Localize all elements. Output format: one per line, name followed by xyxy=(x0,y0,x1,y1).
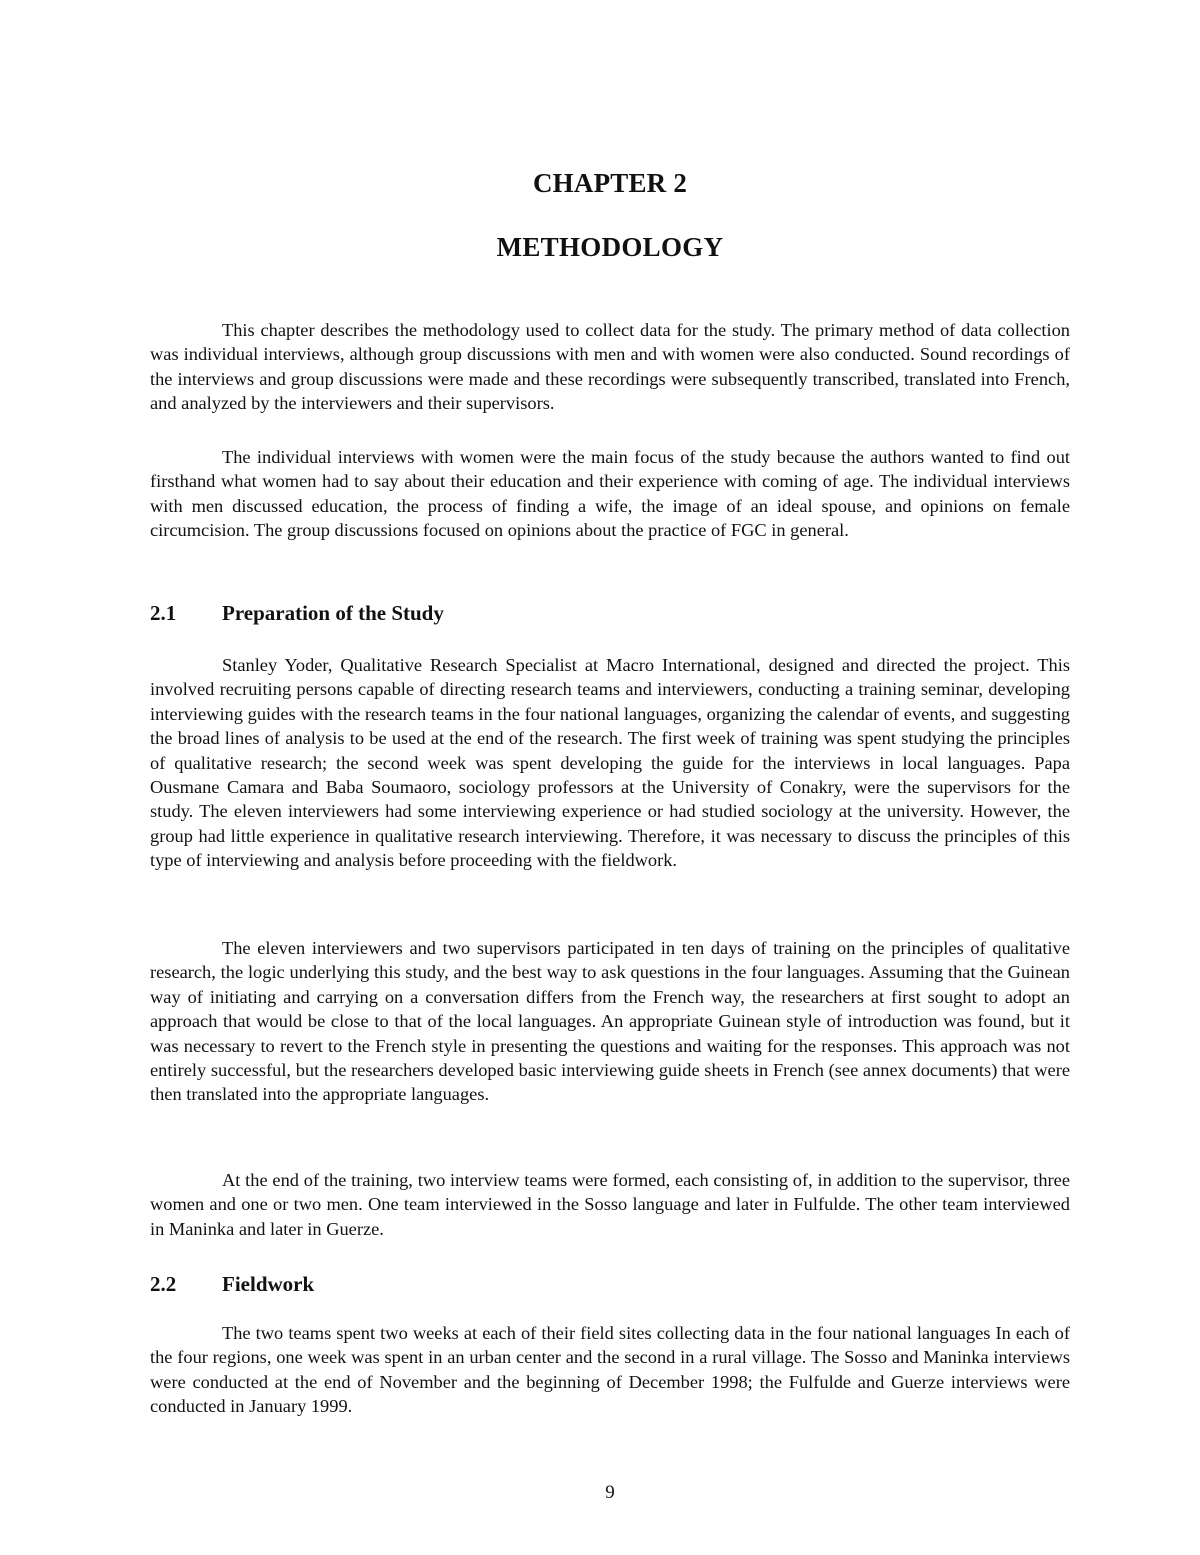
intro-paragraph-2: The individual interviews with women were the main focus of the study because the authors wanted to find out firsthand what women had to say about their education and their experience with coming of age. The individual interviews with men discussed education, the process of finding a wife, the image of an ideal spouse, and opinions on female circumcision. The group discussions focused on opinions about the practice of FGC in general. xyxy=(150,447,1070,541)
section-2-1-paragraph-2: The eleven interviewers and two supervisors participated in ten days of training on the principles of qualitative research, the logic underlying this study, and the best way to ask questions in the four languages. Assuming that the Guinean way of initiating and carrying on a conversation differs from the French way, the researchers at first sought to adopt an approach that would be close to that of the local languages. An appropriate Guinean style of introduction was found, but it was necessary to revert to the French style in presenting the questions and waiting for the responses. This approach was not entirely successful, but the researchers developed basic interviewing guide sheets in French (see annex documents) that were then translated into the appropriate languages. xyxy=(150,938,1070,1105)
section-number: 2.1 xyxy=(150,601,177,625)
document-page xyxy=(150,0,1070,1555)
section-heading-2-2 xyxy=(150,1271,1070,1297)
section-2-1-paragraph-3: At the end of the training, two interview teams were formed, each consisting of, in addition to the supervisor, three women and one or two men. One team interviewed in the Sosso language and later in Fulfulde. The other team interviewed in Maninka and later in Guerze. xyxy=(150,1170,1070,1239)
page-number: 9 xyxy=(605,1482,615,1503)
intro-paragraph-1: This chapter describes the methodology used to collect data for the study. The primary method of data collection was individual interviews, although group discussions with men and with women were also conducted. Sound recordings of the interviews and group discussions were made and these recordings were subsequently transcribed, translated into French, and analyzed by the interviewers and their supervisors. xyxy=(150,320,1070,414)
section-2-1-paragraph-1: Stanley Yoder, Qualitative Research Specialist at Macro International, designed and directed the project. This involved recruiting persons capable of directing research teams and interviewers, conducting a training seminar, developing interviewing guides with the research teams in the four national languages, organizing the calendar of events, and suggesting the broad lines of analysis to be used at the end of the research. The first week of training was spent studying the principles of qualitative research; the second week was spent developing the guide for the interviews in local languages. Papa Ousmane Camara and Baba Soumaoro, sociology professors at the University of Conakry, were the supervisors for the study. The eleven interviewers had some interviewing experience or had studied sociology at the university. However, the group had little experience in qualitative research interviewing. Therefore, it was necessary to discuss the principles of this type of interviewing and analysis before proceeding with the fieldwork. xyxy=(150,655,1070,871)
section-title: Fieldwork xyxy=(222,1272,315,1296)
chapter-title: METHODOLOGY xyxy=(496,232,724,262)
chapter-label: CHAPTER 2 xyxy=(532,168,688,198)
section-title: Preparation of the Study xyxy=(222,601,444,625)
section-2-2-paragraph-1: The two teams spent two weeks at each of their field sites collecting data in the four national languages In each of the four regions, one week was spent in an urban center and the second in a rural village. The Sosso and Maninka interviews were conducted at the end of November and the beginning of December 1998; the Fulfulde and Guerze interviews were conducted in January 1999. xyxy=(150,1323,1070,1417)
section-heading-2-1 xyxy=(150,600,1070,626)
section-number: 2.2 xyxy=(150,1272,177,1296)
